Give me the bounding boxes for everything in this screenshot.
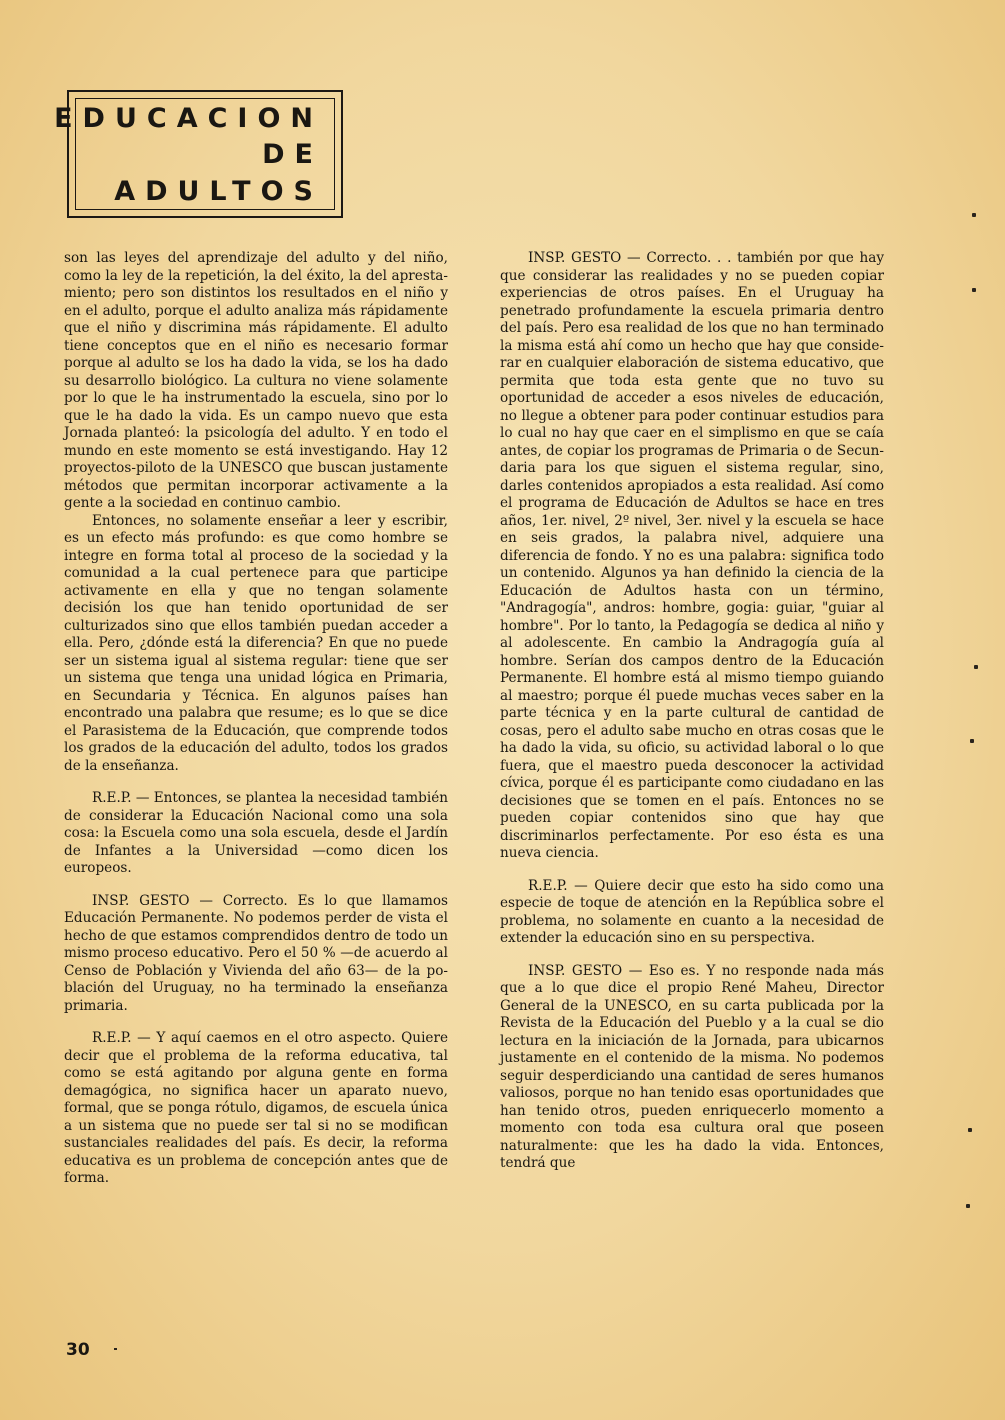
page-dot-mark	[114, 1348, 117, 1350]
edge-mark	[966, 1204, 970, 1208]
edge-mark	[970, 739, 974, 743]
edge-mark	[968, 1128, 972, 1132]
paragraph: Entonces, no solamente enseñar a leer y escribir, es un efecto más profundo: es que como hombre se integre en forma total al proceso de la sociedad y la comunidad a la cual pertenece para que participe activamente en ella y que no tengan solamente decisión los que han tenido oportunidad de ser culturizados sino que ellos también puedan acceder a ella. Pero, ¿dónde está la diferencia? En que no puede ser un sistema igual al sistema regular: tiene que ser un sistema que tenga una unidad lógica en Primaria, en Secundaria y Técnica. En algunos países han encontrado una palabra que resume; es lo que se dice el Parasistema de la Educación, que comprende todos los grados de la educación del adulto, todos los grados de la enseñanza.	[64, 512, 448, 774]
page-number: 30	[66, 1340, 90, 1360]
title-line-3: ADULTOS	[114, 176, 323, 207]
edge-mark	[972, 288, 976, 292]
paragraph: R.E.P. — Entonces, se plantea la necesidad también de considerar la Educación Nacional como una sola cosa: la Escuela como una sola escuela, desde el Jardín de Infantes a la Universidad —como dicen los europeos.	[64, 790, 448, 876]
paragraph: INSP. GESTO — Eso es. Y no responde nada más que a lo que dice el propio René Maheu, Director General de la UNESCO, en su carta publicada por la Revista de la Educación del Pueblo y a la cual se dio lectura en la iniciación de la Jornada, para ubicarnos justamente en el contenido de la misma. No podemos seguir desperdiciando una cantidad de seres humanos valiosos, porque no han tenido esas oportunidades que han tenido otros, pueden enriquecerlo momento a momento con toda esa cultura oral que poseen naturalmente: que les ha dado la vida. Entonces, tendrá que	[500, 962, 884, 1171]
title-box	[54, 90, 343, 218]
edge-mark	[972, 213, 976, 217]
title-line-1: EDUCACION	[54, 103, 323, 134]
paragraph: INSP. GESTO — Correcto. Es lo que llamamos Educación Permanente. No podemos perder de vista el hecho de que estamos comprendidos dentro de todo un mismo proceso educativo. Pero el 50 % —de acuerdo al Censo de Población y Vivienda del año 63— de la población del Uruguay, no ha terminado la enseñanza primaria.	[64, 892, 448, 1014]
edge-mark	[974, 665, 978, 669]
paragraph: INSP. GESTO — Correcto. . . también por que hay que considerar las realidades y no se pueden copiar experiencias de otros países. En el Uruguay ha penetrado profundamente la escuela primaria dentro del país. Pero esa realidad de los que no han terminado la misma está ahí como un hecho que hay que considerar en cualquier elaboración de sistema educativo, que permita que toda esta gente que no tuvo su oportunidad de acceder a esos niveles de educación, no llegue a obtener para poder continuar estudios para lo cual no hay que caer en el simplismo en que se caía antes, de copiar los programas de Primaria o de Secundaria para los que siguen el sistema regular, sino, darles contenidos apropiados a esta realidad. Así como el programa de Educación de Adultos se hace en tres años, 1er. nivel, 2º nivel, 3er. nivel y la escuela se hace en seis grados, la palabra nivel, adquiere una diferencia de fondo. Y no es una palabra: significa todo un contenido. Algunos ya han definido la ciencia de la Educación de Adultos hasta con un término, "Andragogía", andros: hombre, gogia: guiar, "guiar al hombre". Por lo tanto, la Pedagogía se dedica al niño y al adolescente. En cambio la Andragogía guía al hombre. Serían dos campos dentro de la Educación Permanente. El hombre está al mismo tiempo guiando al maestro; porque él puede muchas veces saber en la parte técnica y en la parte cultural de cantidad de cosas, pero el adulto sabe mucho en otras cosas que le ha dado la vida, su oficio, su actividad laboral o lo que fuera, que el maestro pueda desconocer la actividad cívica, porque él es participante como ciudadano en las decisiones que se tomen en el país. Entonces no se pueden copiar contenidos sino que hay que discriminarlos perfectamente. Por eso ésta es una nueva ciencia.	[500, 250, 884, 861]
paragraph: R.E.P. — Y aquí caemos en el otro aspecto. Quiere decir que el problema de la reforma educativa, tal como se está agitando por alguna gente en forma demagógica, no significa hacer un aparato nuevo, formal, que se ponga rótulo, digamos, de escuela única a un sistema que no puede ser tal si no se modifican sustanciales realidades del país. Es decir, la reforma educativa es un problema de concepción antes que de forma.	[64, 1030, 448, 1186]
right-column	[500, 250, 884, 1173]
left-column	[64, 250, 448, 1188]
title-line-2: DE	[262, 139, 323, 170]
paragraph: son las leyes del aprendizaje del adulto y del niño, como la ley de la repetición, la del éxito, la del aprestamiento; pero son distintos los resultados en el niño y en el adulto, porque el adulto analiza más rápidamente que el niño y discrimina más rápidamente. El adulto tiene conceptos que en el niño es necesario formar porque al adulto se los ha dado la vida, se los ha dado su desarrollo biológico. La cultura no viene solamente por lo que le ha instrumentado la escuela, sino por lo que le ha dado la vida. Es un campo nuevo que esta Jornada planteó: la psicología del adulto. Y en todo el mundo en este momento se está investigando. Hay 12 proyectos-piloto de la UNESCO que buscan justamente métodos que permitan incorporar activamente a la gente a la sociedad en continuo cambio.	[64, 250, 448, 511]
paragraph: R.E.P. — Quiere decir que esto ha sido como una especie de toque de atención en la República sobre el problema, no solamente en cuanto a la necesidad de extender la educación sino en su perspectiva.	[500, 877, 884, 946]
